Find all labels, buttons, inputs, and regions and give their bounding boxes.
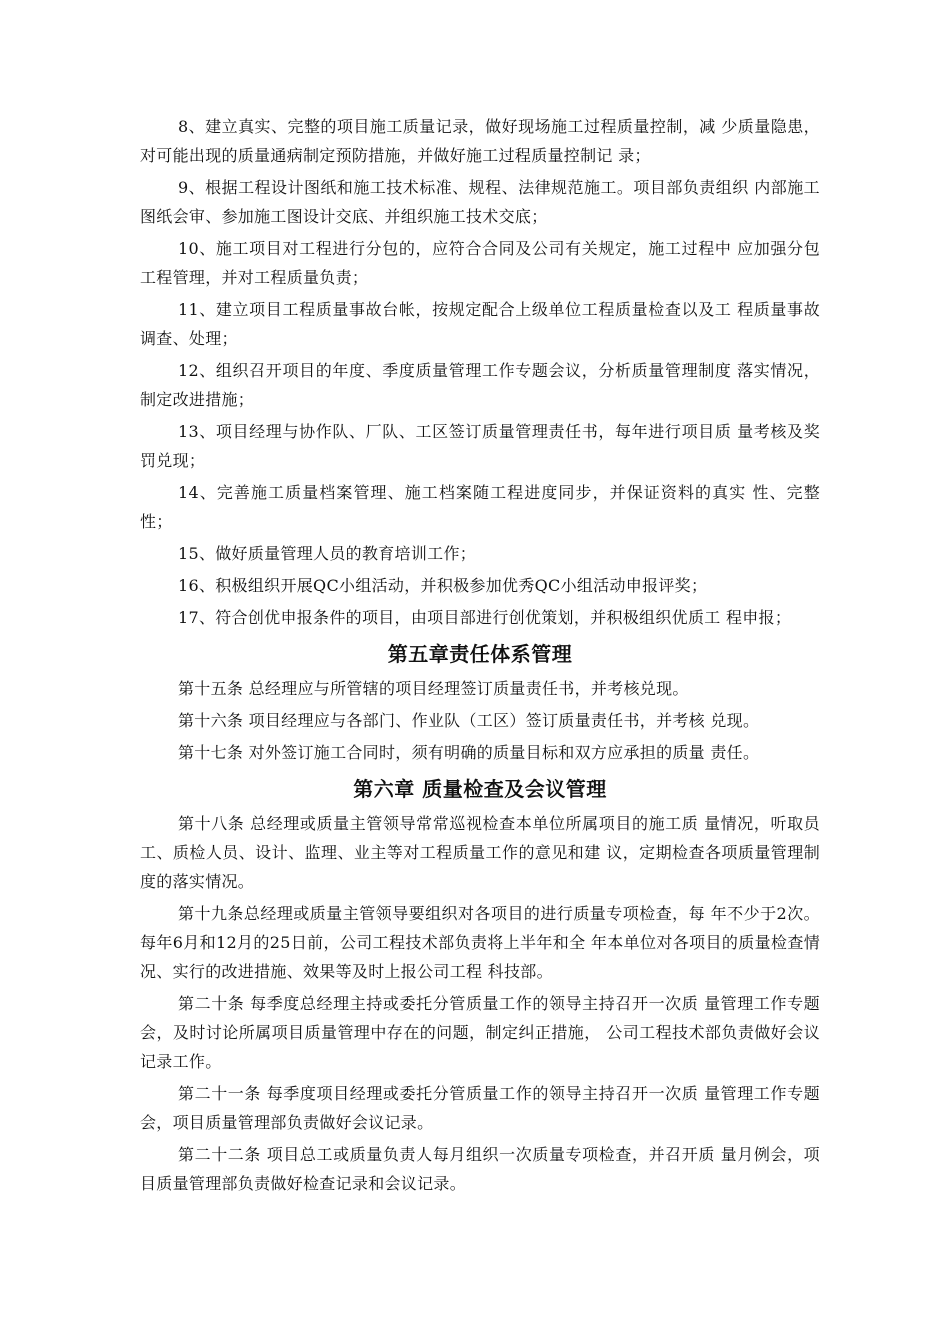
chapter-6-title: 第六章 质量检查及会议管理 [353,777,607,801]
article-18: 第十八条 总经理或质量主管领导常常巡视检查本单位所属项目的施工质 量情况，听取员工、质检人员、设计、监理、业主等对工程质量工作的意见和建 议，定期检查各项质量管理制度的落实情况。 [140,814,820,891]
list-item-15: 15、做好质量管理人员的教育培训工作； [178,544,477,563]
list-item-9: 9、根据工程设计图纸和施工技术标准、规程、法律规范施工。项目部负责组织 内部施工图纸会审、参加施工图设计交底、并组织施工技术交底； [140,178,820,226]
list-item-13: 13、项目经理与协作队、厂队、工区签订质量管理责任书，每年进行项目质 量考核及奖罚兑现； [140,422,820,470]
list-item-14: 14、完善施工质量档案管理、施工档案随工程进度同步，并保证资料的真实 性、完整性； [140,483,820,531]
article-21: 第二十一条 每季度项目经理或委托分管质量工作的领导主持召开一次质 量管理工作专题会，项目质量管理部负责做好会议记录。 [140,1084,820,1132]
list-item-11: 11、建立项目工程质量事故台帐，按规定配合上级单位工程质量检查以及工 程质量事故调查、处理； [140,300,820,348]
chapter-5-title: 第五章责任体系管理 [387,642,573,666]
article-22: 第二十二条 项目总工或质量负责人每月组织一次质量专项检查，并召开质 量月例会，项目质量管理部负责做好检查记录和会议记录。 [140,1145,820,1193]
document-page [140,112,820,1201]
article-17: 第十七条 对外签订施工合同时，须有明确的质量目标和双方应承担的质量 责任。 [178,743,760,762]
article-15: 第十五条 总经理应与所管辖的项目经理签订质量责任书，并考核兑现。 [178,679,689,698]
list-item-10: 10、施工项目对工程进行分包的，应符合合同及公司有关规定，施工过程中 应加强分包工程管理，并对工程质量负责； [140,239,820,287]
list-item-12: 12、组织召开项目的年度、季度质量管理工作专题会议，分析质量管理制度 落实情况，制定改进措施； [140,361,820,409]
article-16: 第十六条 项目经理应与各部门、作业队（工区）签订质量责任书，并考核 兑现。 [178,711,760,730]
list-item-17: 17、符合创优申报条件的项目，由项目部进行创优策划，并积极组织优质工 程申报； [178,608,792,627]
article-19: 第十九条总经理或质量主管领导要组织对各项目的进行质量专项检查，每 年不少于2次。每年6月和12月的25日前，公司工程技术部负责将上半年和全 年本单位对各项目的质量检查情况、实行的改进措施、效果等及时上报公司工程 科技部。 [140,904,820,981]
list-item-8: 8、建立真实、完整的项目施工质量记录，做好现场施工过程质量控制，减 少质量隐患，对可能出现的质量通病制定预防措施，并做好施工过程质量控制记 录； [140,117,820,165]
list-item-16: 16、积极组织开展QC小组活动，并积极参加优秀QC小组活动申报评奖； [178,576,708,595]
article-20: 第二十条 每季度总经理主持或委托分管质量工作的领导主持召开一次质 量管理工作专题会，及时讨论所属项目质量管理中存在的问题，制定纠正措施， 公司工程技术部负责做好会议记录工作。 [140,994,820,1071]
